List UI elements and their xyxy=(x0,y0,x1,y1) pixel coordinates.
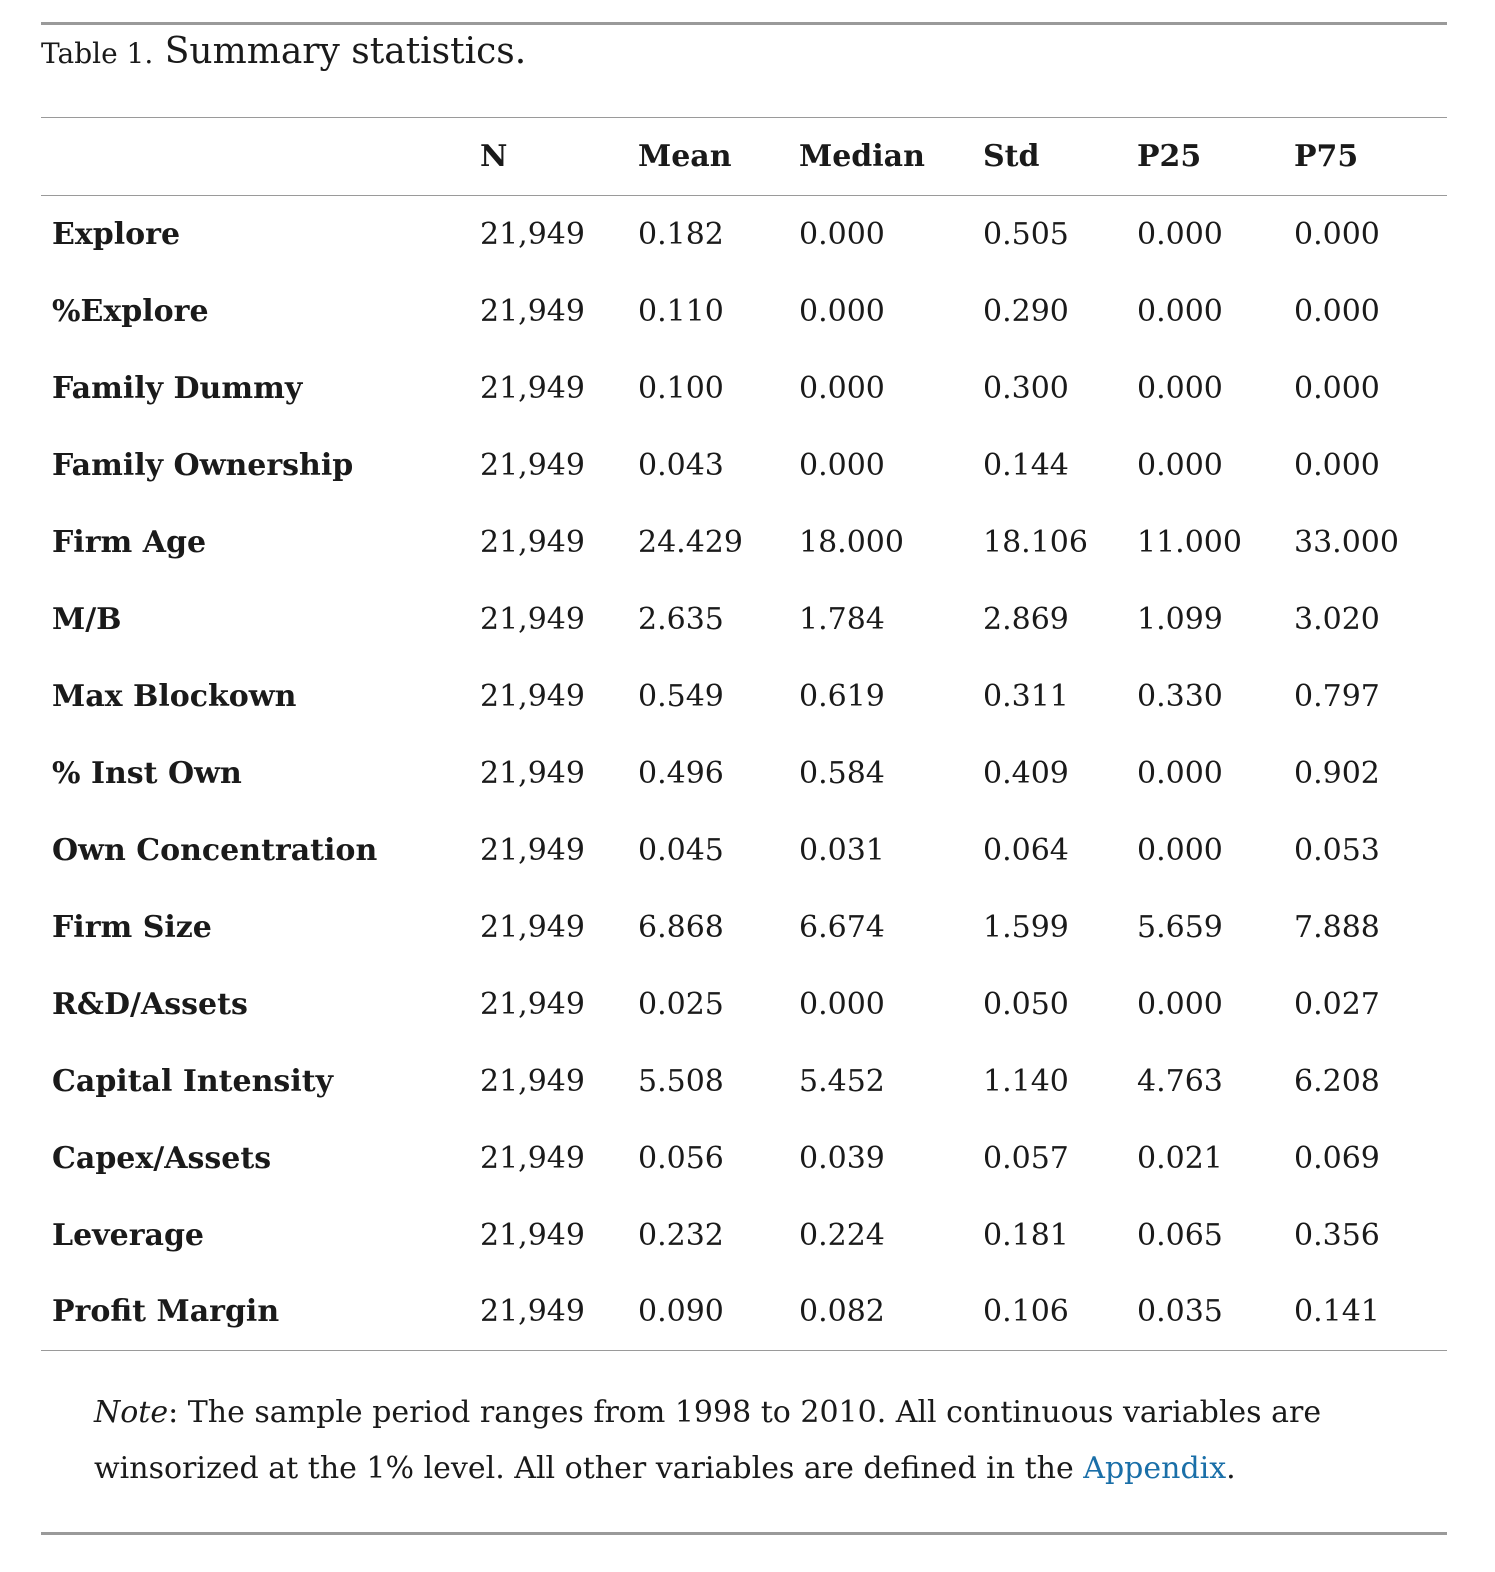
cell-n: 21,949 xyxy=(480,1217,585,1253)
cell-p25: 0.021 xyxy=(1137,1140,1223,1176)
row-label: Max Blockown xyxy=(52,678,297,714)
cell-p75: 0.069 xyxy=(1294,1140,1380,1176)
cell-p25: 0.000 xyxy=(1137,755,1223,791)
row-label: Capital Intensity xyxy=(52,1063,334,1099)
cell-p75: 0.000 xyxy=(1294,293,1380,329)
note-text: : The sample period ranges from 1998 to 2010. All continuous variables are winsorized at the 1% level. All other variables are defined in the xyxy=(94,1395,1322,1486)
table-row xyxy=(41,581,1447,658)
cell-std: 0.057 xyxy=(983,1140,1069,1176)
row-label: Own Concentration xyxy=(52,832,378,868)
cell-std: 0.300 xyxy=(983,370,1069,406)
cell-median: 0.584 xyxy=(799,755,885,791)
cell-n: 21,949 xyxy=(480,601,585,637)
cell-n: 21,949 xyxy=(480,678,585,714)
column-header-std: Std xyxy=(983,118,1137,196)
table-body xyxy=(41,196,1447,1351)
cell-std: 0.064 xyxy=(983,832,1069,868)
cell-n: 21,949 xyxy=(480,755,585,791)
cell-p25: 0.000 xyxy=(1137,370,1223,406)
cell-median: 0.031 xyxy=(799,832,885,868)
cell-std: 0.505 xyxy=(983,216,1069,252)
top-rule xyxy=(41,22,1447,25)
cell-p25: 0.000 xyxy=(1137,986,1223,1022)
cell-p25: 0.000 xyxy=(1137,447,1223,483)
table-row xyxy=(41,966,1447,1043)
table-row xyxy=(41,196,1447,273)
cell-p75: 0.141 xyxy=(1294,1274,1447,1351)
column-header-p25: P25 xyxy=(1137,118,1294,196)
cell-mean: 0.043 xyxy=(638,447,724,483)
header-row xyxy=(41,118,1447,196)
cell-mean: 0.182 xyxy=(638,216,724,252)
cell-p25: 11.000 xyxy=(1137,524,1242,560)
cell-median: 18.000 xyxy=(799,524,904,560)
cell-p25: 5.659 xyxy=(1137,909,1223,945)
cell-p75: 7.888 xyxy=(1294,909,1380,945)
caption-label: Table 1. xyxy=(41,37,154,70)
table-row xyxy=(41,735,1447,812)
cell-mean: 0.045 xyxy=(638,832,724,868)
cell-median: 1.784 xyxy=(799,601,885,637)
cell-n: 21,949 xyxy=(480,216,585,252)
caption-title: Summary statistics. xyxy=(164,31,527,72)
cell-n: 21,949 xyxy=(480,370,585,406)
cell-mean: 0.056 xyxy=(638,1140,724,1176)
cell-mean: 0.025 xyxy=(638,986,724,1022)
cell-std: 0.106 xyxy=(983,1274,1137,1351)
cell-median: 0.082 xyxy=(799,1274,983,1351)
summary-statistics-table xyxy=(41,117,1447,1351)
row-label: Family Dummy xyxy=(52,370,303,406)
table-row xyxy=(41,427,1447,504)
cell-p75: 0.000 xyxy=(1294,370,1380,406)
cell-std: 1.140 xyxy=(983,1063,1069,1099)
cell-n: 21,949 xyxy=(480,524,585,560)
note-label: Note xyxy=(94,1395,169,1430)
column-header-mean: Mean xyxy=(638,118,799,196)
row-label: Family Ownership xyxy=(52,447,354,483)
cell-mean: 0.110 xyxy=(638,293,724,329)
cell-p25: 0.330 xyxy=(1137,678,1223,714)
table-row xyxy=(41,350,1447,427)
cell-std: 18.106 xyxy=(983,524,1088,560)
cell-mean: 2.635 xyxy=(638,601,724,637)
cell-p25: 0.000 xyxy=(1137,832,1223,868)
cell-p75: 0.356 xyxy=(1294,1217,1380,1253)
cell-n: 21,949 xyxy=(480,293,585,329)
row-label: Leverage xyxy=(52,1217,205,1253)
cell-std: 1.599 xyxy=(983,909,1069,945)
cell-std: 0.144 xyxy=(983,447,1069,483)
cell-p75: 0.902 xyxy=(1294,755,1380,791)
cell-n: 21,949 xyxy=(480,986,585,1022)
cell-p25: 0.000 xyxy=(1137,293,1223,329)
appendix-link[interactable]: Appendix xyxy=(1083,1451,1227,1486)
row-label: M/B xyxy=(52,601,122,637)
cell-std: 0.311 xyxy=(983,678,1069,714)
cell-mean: 24.429 xyxy=(638,524,743,560)
table-row xyxy=(41,273,1447,350)
cell-median: 0.619 xyxy=(799,678,885,714)
cell-mean: 6.868 xyxy=(638,909,724,945)
table-row xyxy=(41,889,1447,966)
table-row xyxy=(41,1120,1447,1197)
table-row xyxy=(41,1197,1447,1274)
cell-median: 5.452 xyxy=(799,1063,885,1099)
cell-p75: 33.000 xyxy=(1294,524,1399,560)
cell-std: 0.181 xyxy=(983,1217,1069,1253)
cell-p75: 0.053 xyxy=(1294,832,1380,868)
column-header-n: N xyxy=(480,118,638,196)
cell-median: 0.000 xyxy=(799,216,885,252)
cell-p25: 4.763 xyxy=(1137,1063,1223,1099)
cell-median: 0.000 xyxy=(799,986,885,1022)
cell-n: 21,949 xyxy=(480,1274,638,1351)
cell-median: 0.000 xyxy=(799,370,885,406)
cell-median: 0.224 xyxy=(799,1217,885,1253)
row-label: %Explore xyxy=(52,293,209,329)
cell-n: 21,949 xyxy=(480,1140,585,1176)
table-caption xyxy=(41,30,526,76)
cell-p25: 0.035 xyxy=(1137,1274,1294,1351)
note-end: . xyxy=(1226,1451,1236,1486)
row-label: Firm Age xyxy=(52,524,207,560)
row-label: Explore xyxy=(52,216,181,252)
cell-n: 21,949 xyxy=(480,909,585,945)
cell-p75: 0.027 xyxy=(1294,986,1380,1022)
cell-median: 6.674 xyxy=(799,909,885,945)
cell-n: 21,949 xyxy=(480,832,585,868)
column-header-p75: P75 xyxy=(1294,118,1447,196)
cell-p75: 0.000 xyxy=(1294,447,1380,483)
cell-median: 0.000 xyxy=(799,293,885,329)
cell-std: 2.869 xyxy=(983,601,1069,637)
row-label: Capex/Assets xyxy=(52,1140,272,1176)
cell-mean: 0.100 xyxy=(638,370,724,406)
column-header-median: Median xyxy=(799,118,983,196)
cell-mean: 5.508 xyxy=(638,1063,724,1099)
row-label: % Inst Own xyxy=(52,755,242,791)
table-row xyxy=(41,812,1447,889)
bottom-rule xyxy=(41,1532,1447,1535)
cell-p75: 6.208 xyxy=(1294,1063,1380,1099)
cell-p25: 0.065 xyxy=(1137,1217,1223,1253)
cell-n: 21,949 xyxy=(480,447,585,483)
cell-n: 21,949 xyxy=(480,1063,585,1099)
column-header-variable xyxy=(41,118,480,196)
cell-mean: 0.496 xyxy=(638,755,724,791)
cell-mean: 0.232 xyxy=(638,1217,724,1253)
cell-std: 0.409 xyxy=(983,755,1069,791)
table-row xyxy=(41,504,1447,581)
row-label: Profit Margin xyxy=(41,1274,480,1351)
table-row xyxy=(41,658,1447,735)
cell-p75: 3.020 xyxy=(1294,601,1380,637)
cell-std: 0.050 xyxy=(983,986,1069,1022)
cell-median: 0.000 xyxy=(799,447,885,483)
row-label: Firm Size xyxy=(52,909,212,945)
table-row xyxy=(41,1043,1447,1120)
cell-mean: 0.090 xyxy=(638,1274,799,1351)
cell-std: 0.290 xyxy=(983,293,1069,329)
cell-mean: 0.549 xyxy=(638,678,724,714)
cell-p25: 1.099 xyxy=(1137,601,1223,637)
cell-p75: 0.797 xyxy=(1294,678,1380,714)
table-note xyxy=(94,1385,1439,1497)
table-row xyxy=(41,1274,1447,1351)
cell-p75: 0.000 xyxy=(1294,216,1380,252)
row-label: R&D/Assets xyxy=(52,986,248,1022)
cell-p25: 0.000 xyxy=(1137,216,1223,252)
cell-median: 0.039 xyxy=(799,1140,885,1176)
